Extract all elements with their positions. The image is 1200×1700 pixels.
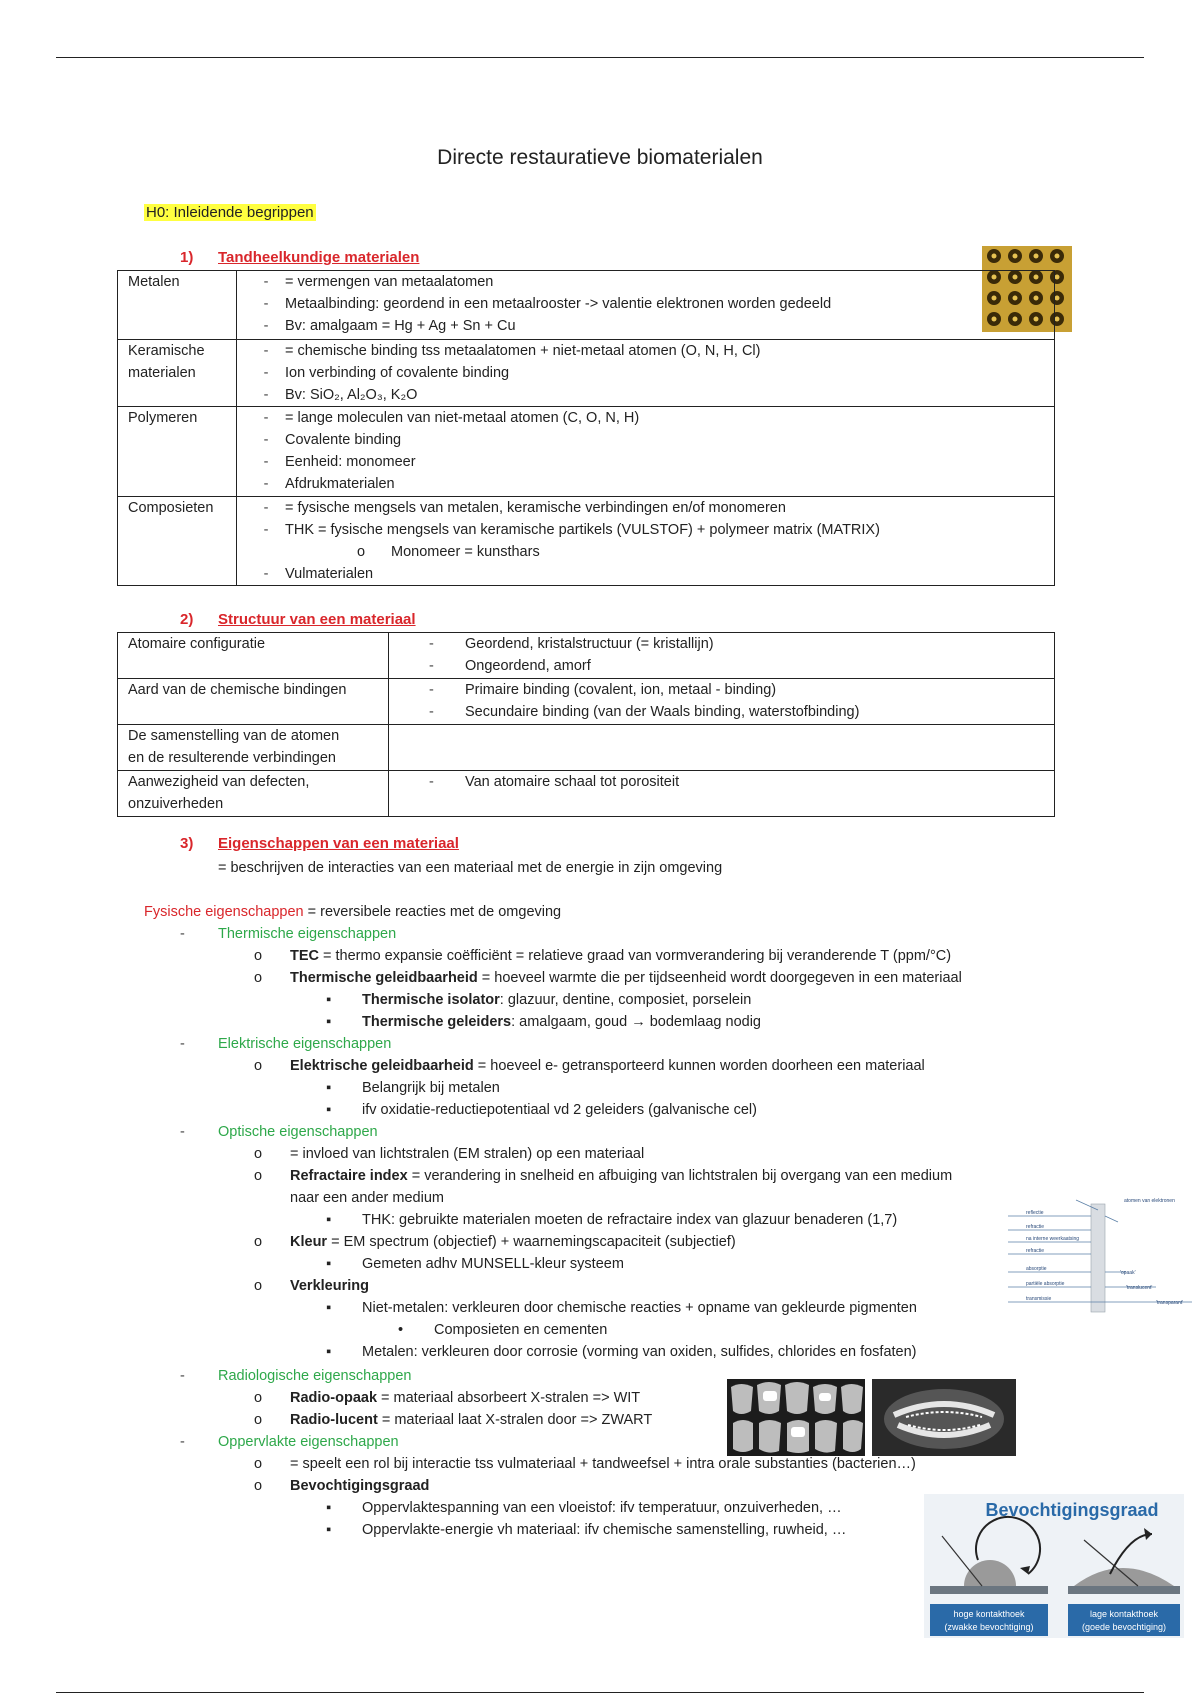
panoramic-xray-image — [872, 1379, 1016, 1456]
wetting-right-label: lage kontakthoek — [1089, 1609, 1159, 1619]
row-content: - Van atomaire schaal tot porositeit — [389, 771, 1055, 817]
row-label: Aanwezigheid van defecten, onzuiverheden — [118, 771, 389, 817]
electric-conductivity-line: o Elektrische geleidbaarheid = hoeveel e- getransporteerd kunnen worden doorheen een materiaal — [254, 1058, 925, 1074]
row-label: De samenstelling van de atomen en de resulterende verbindingen — [118, 725, 389, 771]
discoloration-subitem: • Composieten en cementen — [398, 1322, 608, 1338]
row-label: Atomaire configuratie — [118, 633, 389, 679]
optical-line: o = invloed van lichtstralen (EM stralen) op een materiaal — [254, 1146, 645, 1162]
refractive-index-line: o Refractaire index = verandering in snelheid en afbuiging van lichtstralen bij overgang van een medium — [254, 1168, 953, 1184]
thermal-conductivity-line: o Thermische geleidbaarheid = hoeveel warmte die per tijdseenheid wordt doorgegeven in een materiaal — [254, 970, 962, 986]
top-rule — [56, 57, 1144, 58]
diagram-top-label: atomen van elektronen — [1124, 1198, 1175, 1204]
electric-item: ▪ Belangrijk bij metalen — [326, 1080, 500, 1096]
discoloration-item: ▪ Niet-metalen: verkleuren door chemische reacties + opname van gekleurde pigmenten — [326, 1300, 917, 1316]
row-content — [389, 725, 1055, 771]
radiological-heading: - Radiologische eigenschappen — [180, 1368, 412, 1384]
discoloration-item: ▪ Metalen: verkleuren door corrosie (vorming van oxiden, sulfides, chlorides en fosfaten) — [326, 1344, 917, 1360]
discoloration-heading: o Verkleuring — [254, 1278, 369, 1294]
tec-line: o TEC = thermo expansie coëfficiënt = relatieve graad van vormverandering bij veranderende T (ppm/°C) — [254, 948, 952, 964]
thk-line: ▪ THK: gebruikte materialen moeten de refractaire index van glazuur benaderen (1,7) — [326, 1212, 898, 1228]
electric-item: ▪ ifv oxidatie-reductiepotentiaal vd 2 geleiders (galvanische cel) — [326, 1102, 757, 1118]
row-content: - Geordend, kristalstructuur (= kristallijn) - Ongeordend, amorf — [389, 633, 1055, 679]
section-3-heading: 3) Eigenschappen van een materiaal — [180, 835, 459, 852]
thermal-isolator-line: ▪ Thermische isolator: glazuur, dentine, composiet, porselein — [326, 992, 752, 1008]
wetting-left-sublabel: (zwakke bevochtiging) — [944, 1622, 1034, 1632]
chapter-heading: H0: Inleidende begrippen — [146, 204, 314, 221]
munsell-line: ▪ Gemeten adhv MUNSELL-kleur systeem — [326, 1256, 624, 1272]
wetting-diagram — [924, 1494, 1184, 1638]
row-content: - Primaire binding (covalent, ion, metaal - binding) - Secundaire binding (van der Waals binding, waterstofbinding) — [389, 679, 1055, 725]
electric-heading: - Elektrische eigenschappen — [180, 1036, 392, 1052]
wetting-right-sublabel: (goede bevochtiging) — [1081, 1622, 1167, 1632]
row-label: Metalen — [118, 271, 237, 340]
radio-lucent-line: o Radio-lucent = materiaal laat X-stralen door => ZWART — [254, 1412, 653, 1428]
bitewing-xray-image — [727, 1379, 865, 1456]
refractive-index-line-2: naar een ander medium — [290, 1190, 444, 1206]
diagram-label: reflectie — [1026, 1210, 1044, 1216]
wetting-title: Bevochtigingsgraad — [985, 1500, 1159, 1520]
optical-heading: - Optische eigenschappen — [180, 1124, 378, 1140]
diagram-side-label: 'opaak' — [1120, 1270, 1136, 1276]
diagram-label: na interne weerkaatsing — [1026, 1236, 1080, 1242]
physical-properties-line: Fysische eigenschappen = reversibele reacties met de omgeving — [144, 904, 562, 920]
row-content: - = fysische mengsels van metalen, keramische verbindingen en/of monomeren - THK = fysische mengsels van keramische partikels (VULSTOF) + polymeer matrix (MATRIX) o Monomeer = kunsthars - Vulmaterialen — [237, 497, 1055, 586]
wetting-item: ▪ Oppervlaktespanning van een vloeistof: ifv temperatuur, onzuiverheden, … — [326, 1500, 842, 1516]
structure-table — [117, 632, 1055, 817]
row-label: Polymeren — [118, 407, 237, 497]
row-label: Aard van de chemische bindingen — [118, 679, 389, 725]
light-interaction-diagram — [1006, 1192, 1194, 1322]
table-row — [118, 725, 1055, 771]
diagram-side-label: 'transparant' — [1156, 1300, 1184, 1306]
surface-line: o = speelt een rol bij interactie tss vulmateriaal + tandweefsel + intra orale substanties (bacterien…) — [254, 1456, 916, 1472]
diagram-label: partiële absorptie — [1026, 1281, 1065, 1287]
color-line: o Kleur = EM spectrum (objectief) + waarnemingscapaciteit (subjectief) — [254, 1234, 736, 1250]
row-content: - = vermengen van metaalatomen - Metaalbinding: geordend in een metaalrooster -> valentie elektronen worden gedeeld - Bv: amalgaam = Hg + Ag + Sn + Cu — [237, 271, 1055, 340]
diagram-label: absorptie — [1026, 1266, 1047, 1272]
table-row — [118, 497, 1055, 586]
bottom-rule — [56, 1692, 1144, 1693]
section-1-heading: 1) Tandheelkundige materialen — [180, 249, 420, 266]
section-3-definition: = beschrijven de interacties van een materiaal met de energie in zijn omgeving — [218, 860, 723, 876]
thermal-heading: - Thermische eigenschappen — [180, 926, 397, 942]
row-label: Composieten — [118, 497, 237, 586]
diagram-label: transmissie — [1026, 1296, 1052, 1302]
wetting-left-label: hoge kontakthoek — [953, 1609, 1025, 1619]
table-row — [118, 407, 1055, 497]
diagram-side-label: 'translucent' — [1126, 1285, 1153, 1291]
table-row — [118, 340, 1055, 407]
materials-table — [117, 270, 1055, 586]
radio-opaque-line: o Radio-opaak = materiaal absorbeert X-stralen => WIT — [254, 1390, 641, 1406]
wetting-item: ▪ Oppervlakte-energie vh materiaal: ifv chemische samenstelling, ruwheid, … — [326, 1522, 847, 1538]
thermal-conductors-line: ▪ Thermische geleiders: amalgaam, goud → bodemlaag nodig — [326, 1014, 761, 1030]
table-row — [118, 271, 1055, 340]
surface-heading: - Oppervlakte eigenschappen — [180, 1434, 399, 1450]
table-row — [118, 633, 1055, 679]
diagram-label: refractie — [1026, 1224, 1045, 1230]
page-title: Directe restauratieve biomaterialen — [437, 146, 763, 169]
table-row — [118, 771, 1055, 817]
row-content: - = lange moleculen van niet-metaal atomen (C, O, N, H) - Covalente binding - Eenheid: monomeer - Afdrukmaterialen — [237, 407, 1055, 497]
row-content: - = chemische binding tss metaalatomen + niet-metaal atomen (O, N, H, Cl) - Ion verbinding of covalente binding - Bv: SiO₂, Al₂O₃, K₂O — [237, 340, 1055, 407]
row-label: Keramische materialen — [118, 340, 237, 407]
wetting-heading: o Bevochtigingsgraad — [254, 1478, 430, 1494]
table-row — [118, 679, 1055, 725]
diagram-label: refractie — [1026, 1248, 1045, 1254]
section-2-heading: 2) Structuur van een materiaal — [180, 611, 416, 628]
